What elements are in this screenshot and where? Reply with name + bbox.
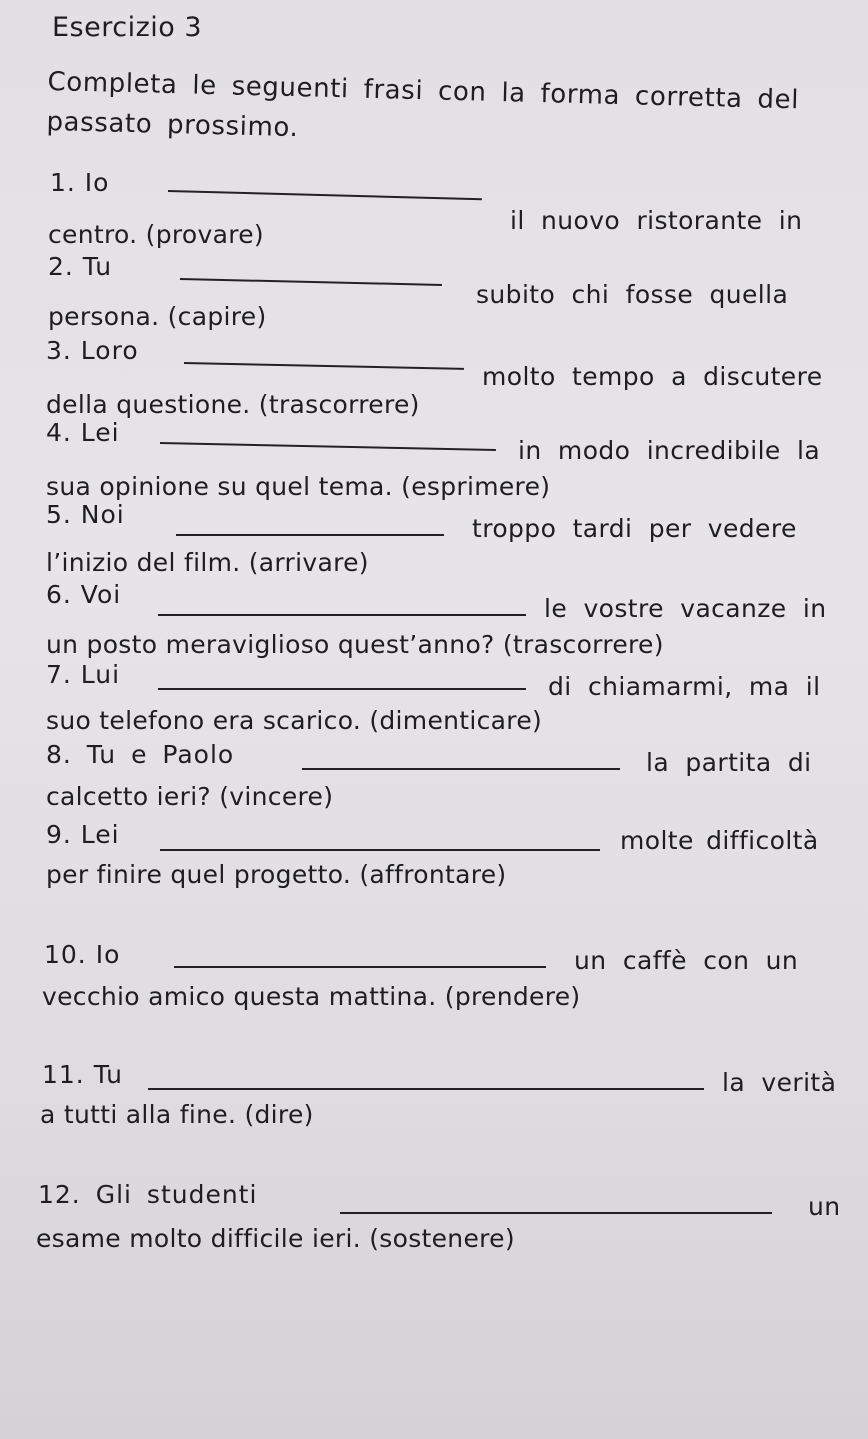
exercise-instructions: Completa le seguenti frasi con la forma corretta del passato prossimo. xyxy=(46,66,800,144)
item-continuation: suo telefono era scarico. (dimenticare) xyxy=(46,706,543,735)
item-subject: 10. Io xyxy=(44,940,121,969)
item-continuation: vecchio amico questa mattina. (prendere) xyxy=(42,982,581,1011)
item-continuation: calcetto ieri? (vincere) xyxy=(46,782,334,811)
exercise-item-6 xyxy=(0,578,868,658)
exercise-item-7 xyxy=(0,658,868,738)
exercise-item-1 xyxy=(0,164,868,249)
item-after-blank: un xyxy=(808,1192,841,1221)
exercise-item-3 xyxy=(0,334,868,419)
item-after-blank: molte difficoltà xyxy=(620,826,819,855)
item-subject: 8. Tu e Paolo xyxy=(46,740,235,769)
item-subject: 5. Noi xyxy=(46,500,125,529)
answer-blank-10[interactable] xyxy=(174,966,546,968)
exercise-item-12 xyxy=(0,1178,868,1258)
item-continuation: sua opinione su quel tema. (esprimere) xyxy=(46,472,551,501)
answer-blank-7[interactable] xyxy=(158,688,526,690)
answer-blank-5[interactable] xyxy=(176,534,444,536)
answer-blank-1[interactable] xyxy=(168,190,482,200)
item-after-blank: la partita di xyxy=(646,748,812,777)
item-after-blank: di chiamarmi, ma il xyxy=(548,672,821,701)
item-continuation: esame molto difficile ieri. (sostenere) xyxy=(36,1224,515,1253)
answer-blank-2[interactable] xyxy=(180,278,442,286)
exercise-item-10 xyxy=(0,938,868,1018)
exercise-item-5 xyxy=(0,498,868,578)
answer-blank-8[interactable] xyxy=(302,768,620,770)
item-after-blank: in modo incredibile la xyxy=(518,436,821,465)
item-after-blank: il nuovo ristorante in xyxy=(510,206,803,235)
item-continuation: persona. (capire) xyxy=(48,302,267,331)
item-after-blank: molto tempo a discutere xyxy=(482,362,823,391)
answer-blank-6[interactable] xyxy=(158,614,526,616)
exercise-item-2 xyxy=(0,250,868,330)
answer-blank-9[interactable] xyxy=(160,849,600,851)
answer-blank-4[interactable] xyxy=(160,442,496,451)
item-after-blank: la verità xyxy=(722,1068,837,1097)
item-subject: 7. Lui xyxy=(46,660,121,689)
item-subject: 2. Tu xyxy=(48,252,113,281)
item-continuation: centro. (provare) xyxy=(48,220,264,249)
item-continuation: un posto meraviglioso quest’anno? (trascorrere) xyxy=(46,630,664,659)
item-after-blank: un caffè con un xyxy=(574,946,799,975)
item-subject: 11. Tu xyxy=(42,1060,124,1089)
item-subject: 3. Loro xyxy=(46,336,139,365)
answer-blank-12[interactable] xyxy=(340,1212,772,1214)
item-subject: 1. Io xyxy=(50,168,110,197)
item-subject: 9. Lei xyxy=(46,820,120,849)
answer-blank-11[interactable] xyxy=(148,1088,704,1090)
item-continuation: a tutti alla fine. (dire) xyxy=(40,1100,314,1129)
item-continuation: della questione. (trascorrere) xyxy=(46,390,420,419)
item-subject: 6. Voi xyxy=(46,580,122,609)
exercise-item-8 xyxy=(0,738,868,818)
item-continuation: per finire quel progetto. (affrontare) xyxy=(46,860,507,889)
exercise-item-9 xyxy=(0,818,868,898)
exercise-title: Esercizio 3 xyxy=(52,12,203,43)
exercise-item-11 xyxy=(0,1058,868,1138)
item-subject: 4. Lei xyxy=(46,418,120,447)
item-after-blank: troppo tardi per vedere xyxy=(472,514,797,543)
item-subject: 12. Gli studenti xyxy=(38,1180,258,1209)
answer-blank-3[interactable] xyxy=(184,362,464,370)
item-continuation: l’inizio del film. (arrivare) xyxy=(46,548,369,577)
item-after-blank: le vostre vacanze in xyxy=(544,594,827,623)
item-after-blank: subito chi fosse quella xyxy=(476,280,789,309)
exercise-item-4 xyxy=(0,416,868,501)
